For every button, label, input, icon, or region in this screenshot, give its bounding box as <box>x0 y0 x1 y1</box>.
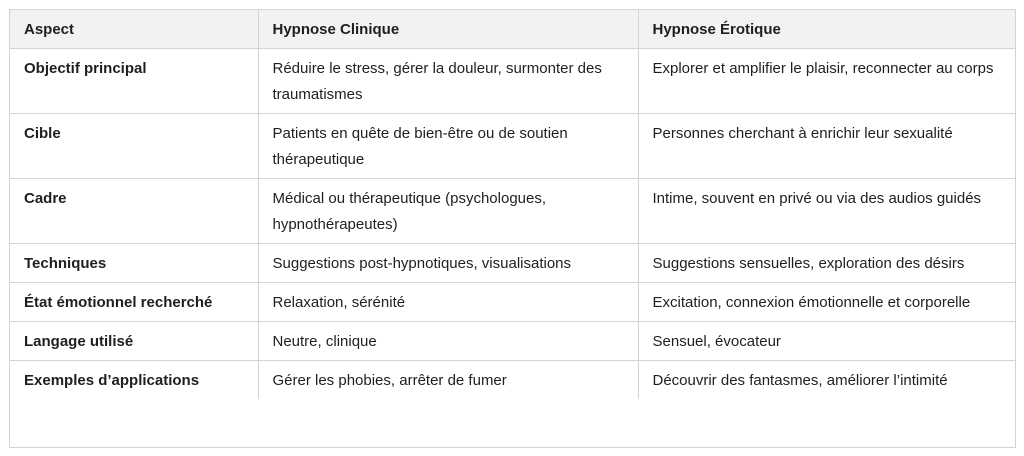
row-clinical-cell: Médical ou thérapeutique (psychologues, hypnothérapeutes) <box>258 179 638 244</box>
row-aspect-cell: Techniques <box>10 244 258 283</box>
header-erotic-hypnosis: Hypnose Érotique <box>638 10 1015 49</box>
row-aspect-cell: Exemples d’applications <box>10 361 258 400</box>
table-row <box>10 179 1015 244</box>
row-clinical-cell: Patients en quête de bien-être ou de soutien thérapeutique <box>258 114 638 179</box>
table-header <box>10 10 1015 49</box>
row-erotic-cell: Suggestions sensuelles, exploration des désirs <box>638 244 1015 283</box>
row-erotic-cell: Personnes cherchant à enrichir leur sexualité <box>638 114 1015 179</box>
row-clinical-cell: Réduire le stress, gérer la douleur, surmonter des traumatismes <box>258 49 638 114</box>
row-clinical-cell: Gérer les phobies, arrêter de fumer <box>258 361 638 400</box>
header-row <box>10 10 1015 49</box>
table-row <box>10 322 1015 361</box>
header-clinical-hypnosis: Hypnose Clinique <box>258 10 638 49</box>
row-aspect-cell: Cible <box>10 114 258 179</box>
row-erotic-cell: Explorer et amplifier le plaisir, reconnecter au corps <box>638 49 1015 114</box>
row-erotic-cell: Découvrir des fantasmes, améliorer l’intimité <box>652 372 948 389</box>
row-aspect-cell: Objectif principal <box>10 49 258 114</box>
table-row <box>10 244 1015 283</box>
table-row <box>10 283 1015 322</box>
table-row <box>10 49 1015 114</box>
row-aspect-cell: Langage utilisé <box>10 322 258 361</box>
row-erotic-cell: Sensuel, évocateur <box>638 322 1015 361</box>
row-erotic-cell: Intime, souvent en privé ou via des audios guidés <box>638 179 1015 244</box>
row-aspect-cell: Cadre <box>10 179 258 244</box>
table-body <box>10 49 1015 400</box>
table-row <box>10 361 1015 400</box>
comparison-table <box>10 10 1015 399</box>
row-clinical-cell: Relaxation, sérénité <box>258 283 638 322</box>
table-row <box>10 114 1015 179</box>
row-aspect-cell: État émotionnel recherché <box>10 283 258 322</box>
row-clinical-cell: Suggestions post-hypnotiques, visualisations <box>258 244 638 283</box>
row-clinical-cell: Neutre, clinique <box>258 322 638 361</box>
header-aspect: Aspect <box>10 10 258 49</box>
comparison-table-frame <box>9 9 1016 448</box>
row-erotic-cell: Excitation, connexion émotionnelle et corporelle <box>638 283 1015 322</box>
